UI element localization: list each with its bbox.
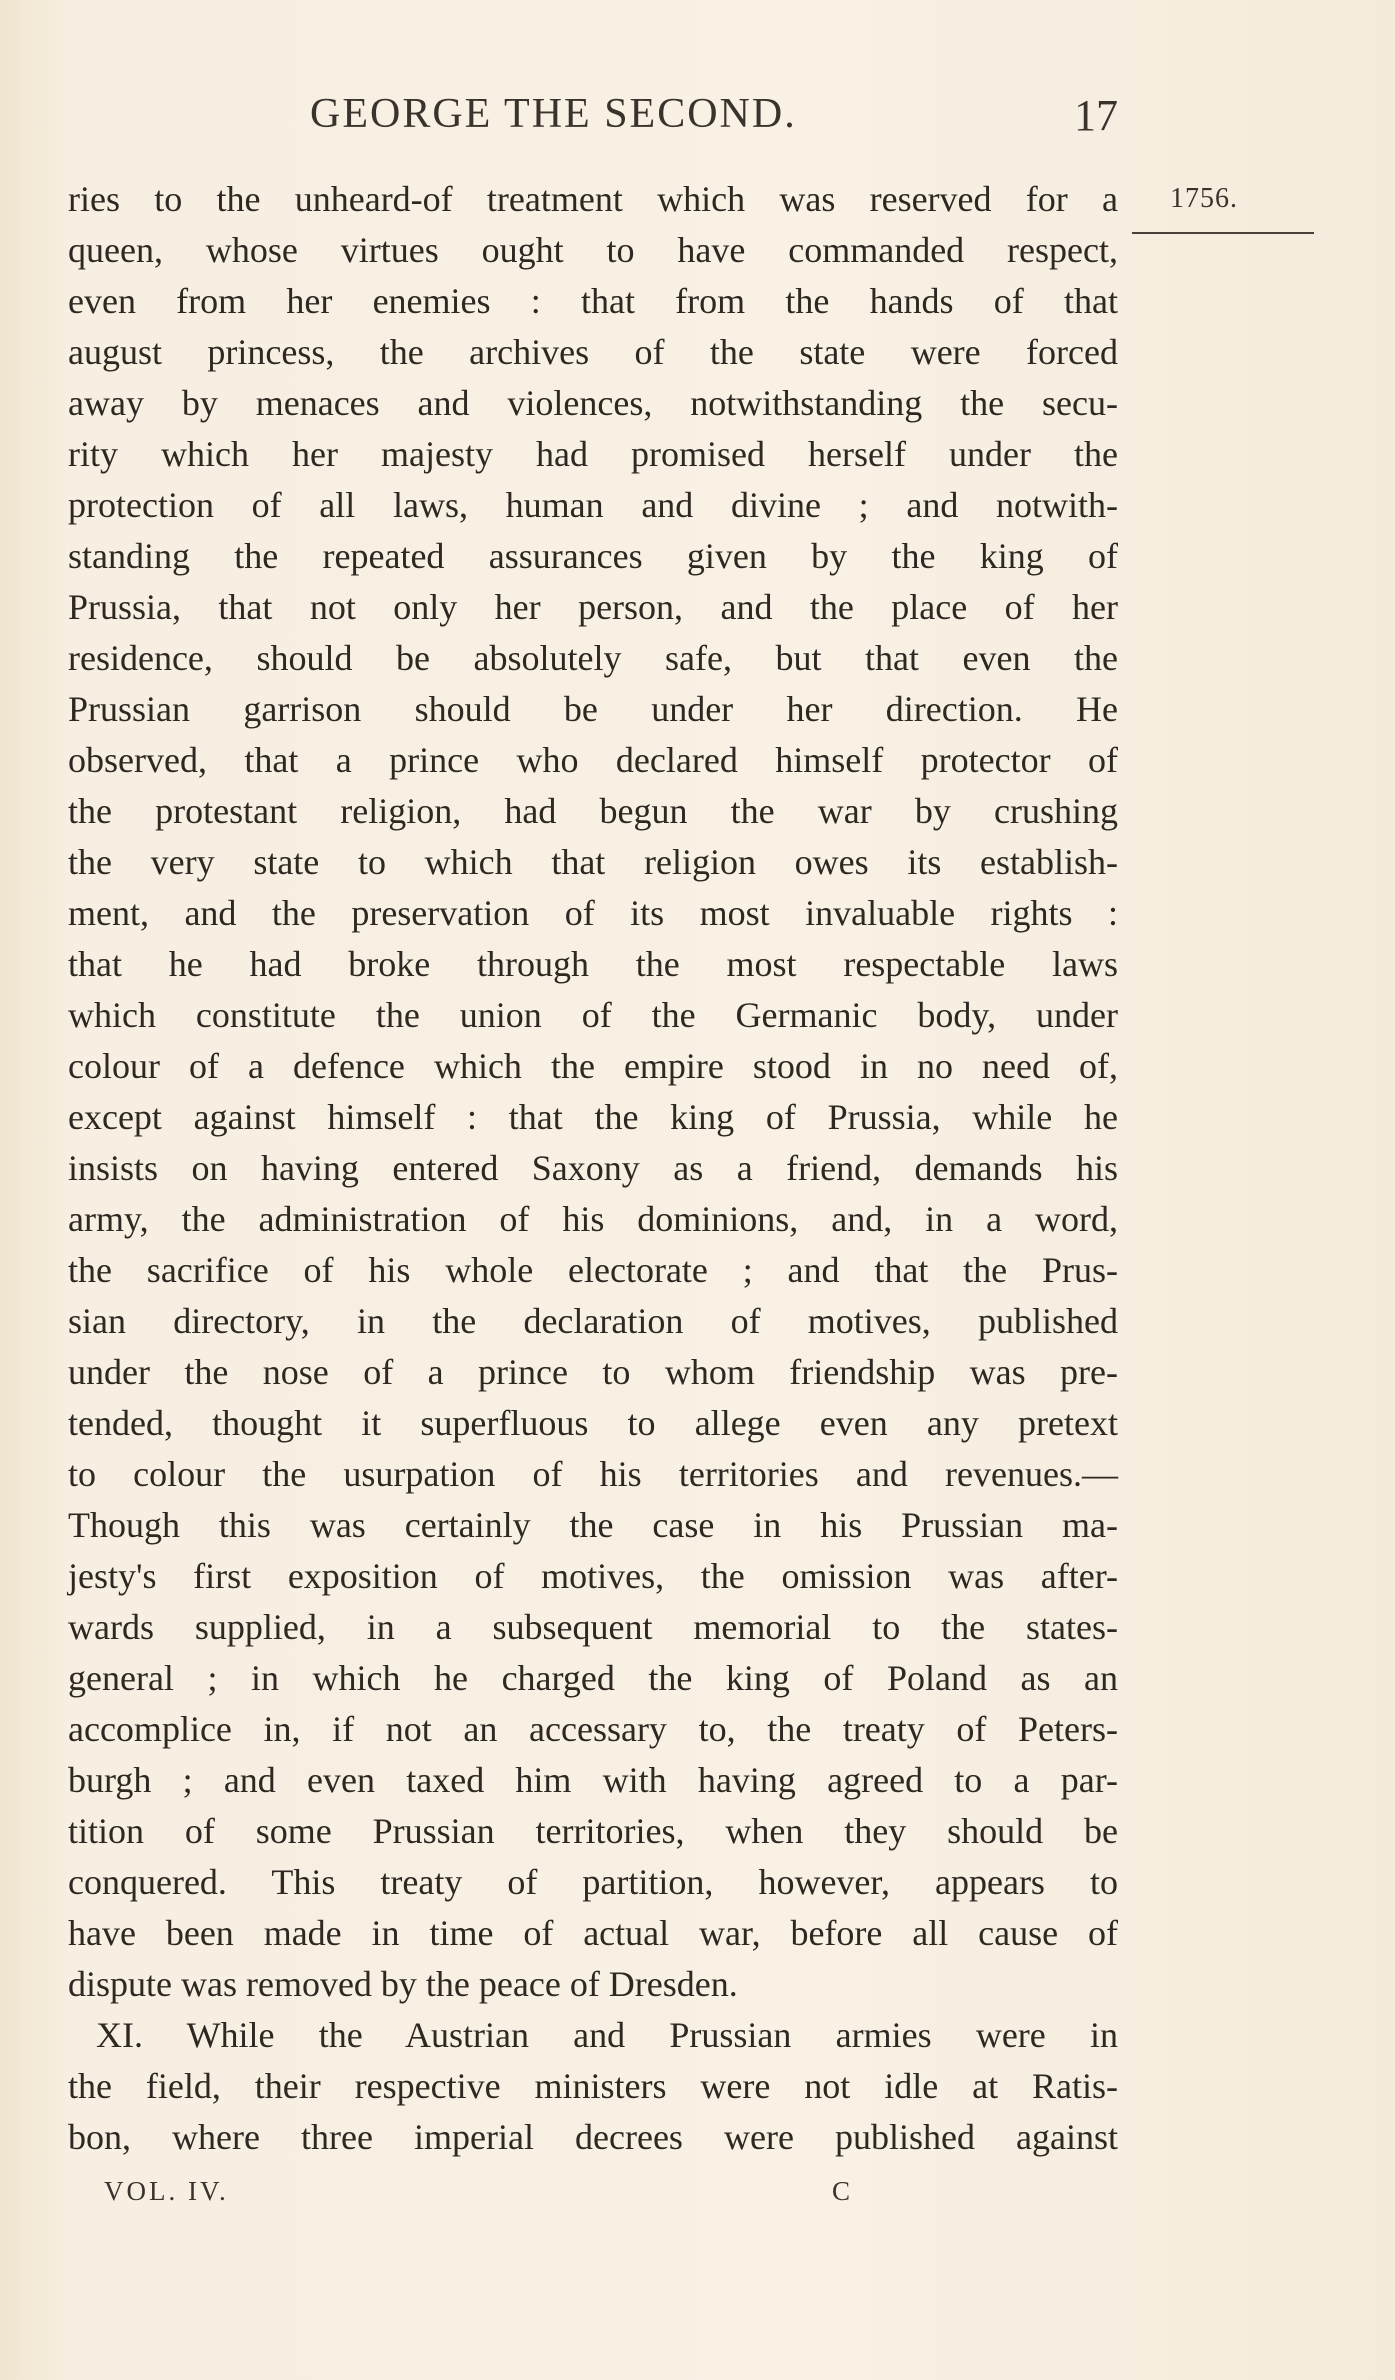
text-line: that he had broke through the most respectable laws bbox=[68, 944, 1118, 984]
text-line: Prussian garrison should be under her direction. He bbox=[68, 689, 1118, 729]
section-heading-line: XI. While the Austrian and Prussian armies were in bbox=[96, 2015, 1118, 2055]
volume-signature: VOL. IV. bbox=[104, 2176, 229, 2206]
text-line: except against himself : that the king of Prussia, while he bbox=[68, 1097, 1118, 1137]
text-line: away by menaces and violences, notwithstanding the secu- bbox=[68, 383, 1118, 423]
text-line: the very state to which that religion owes its establish- bbox=[68, 842, 1118, 882]
text-line: ries to the unheard-of treatment which was reserved for a bbox=[68, 179, 1118, 219]
text-line: bon, where three imperial decrees were published against bbox=[68, 2117, 1118, 2157]
running-head bbox=[68, 90, 1118, 150]
text-line: Though this was certainly the case in his Prussian ma- bbox=[68, 1505, 1118, 1545]
text-line: ment, and the preservation of its most invaluable rights : bbox=[68, 893, 1118, 933]
text-line: queen, whose virtues ought to have commanded respect, bbox=[68, 230, 1118, 270]
text-line: burgh ; and even taxed him with having agreed to a par- bbox=[68, 1760, 1118, 1800]
margin-year-note: 1756. bbox=[1170, 183, 1238, 214]
text-line: Prussia, that not only her person, and the place of her bbox=[68, 587, 1118, 627]
text-line: which constitute the union of the Germanic body, under bbox=[68, 995, 1118, 1035]
text-line: accomplice in, if not an accessary to, the treaty of Peters- bbox=[68, 1709, 1118, 1749]
text-line: jesty's first exposition of motives, the omission was after- bbox=[68, 1556, 1118, 1596]
text-line: sian directory, in the declaration of motives, published bbox=[68, 1301, 1118, 1341]
text-line: wards supplied, in a subsequent memorial to the states- bbox=[68, 1607, 1118, 1647]
text-line: residence, should be absolutely safe, but that even the bbox=[68, 638, 1118, 678]
text-line: standing the repeated assurances given by the king of bbox=[68, 536, 1118, 576]
running-title: GEORGE THE SECOND. bbox=[310, 91, 797, 137]
text-line: tition of some Prussian territories, when they should be bbox=[68, 1811, 1118, 1851]
text-line: even from her enemies : that from the hands of that bbox=[68, 281, 1118, 321]
text-line: august princess, the archives of the state were forced bbox=[68, 332, 1118, 372]
text-line: the protestant religion, had begun the war by crushing bbox=[68, 791, 1118, 831]
text-line: protection of all laws, human and divine ; and notwith- bbox=[68, 485, 1118, 525]
body-text bbox=[68, 174, 1118, 2163]
text-line: dispute was removed by the peace of Dresden. bbox=[68, 1964, 738, 2004]
text-line: army, the administration of his dominions, and, in a word, bbox=[68, 1199, 1118, 1239]
text-line: have been made in time of actual war, before all cause of bbox=[68, 1913, 1118, 1953]
text-line: conquered. This treaty of partition, however, appears to bbox=[68, 1862, 1118, 1902]
text-line: tended, thought it superfluous to allege even any pretext bbox=[68, 1403, 1118, 1443]
text-line: under the nose of a prince to whom friendship was pre- bbox=[68, 1352, 1118, 1392]
text-line: to colour the usurpation of his territories and revenues.— bbox=[68, 1454, 1118, 1494]
text-line: colour of a defence which the empire stood in no need of, bbox=[68, 1046, 1118, 1086]
text-line: the field, their respective ministers were not idle at Ratis- bbox=[68, 2066, 1118, 2106]
text-line: insists on having entered Saxony as a friend, demands his bbox=[68, 1148, 1118, 1188]
text-line: rity which her majesty had promised herself under the bbox=[68, 434, 1118, 474]
sheet-signature: C bbox=[832, 2176, 851, 2206]
text-line: the sacrifice of his whole electorate ; and that the Prus- bbox=[68, 1250, 1118, 1290]
page-number: 17 bbox=[1074, 91, 1118, 140]
text-line: observed, that a prince who declared himself protector of bbox=[68, 740, 1118, 780]
margin-rule bbox=[1132, 232, 1314, 234]
text-line: general ; in which he charged the king of Poland as an bbox=[68, 1658, 1118, 1698]
